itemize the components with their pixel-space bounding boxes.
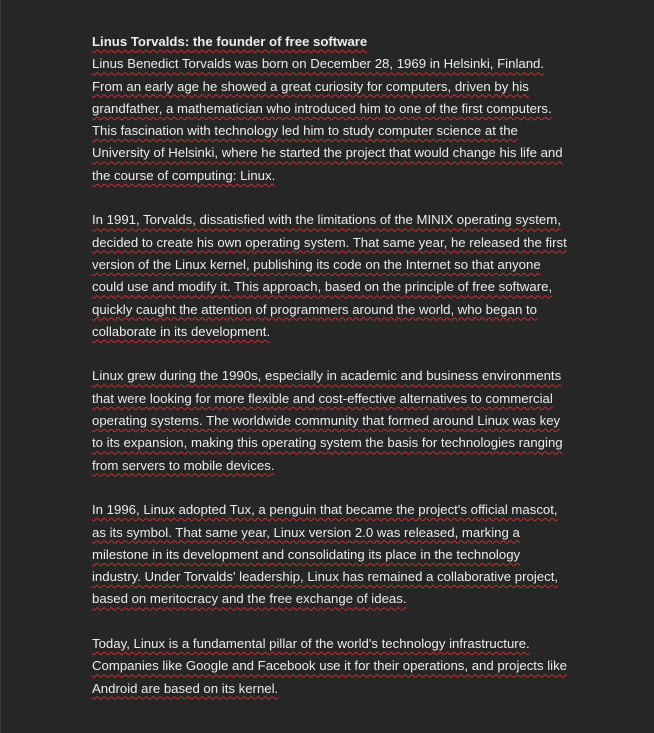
paragraph-1990s: Linux grew during the 1990s, especially in academic and business environments that were looking for more flexible and cost-effective alternatives to commercial operating systems. The worldwide community that formed around Linux was key to its expansion, making this operating system the basis for technologies ranging from servers to mobile devices. bbox=[92, 368, 563, 473]
paragraph-birth: Linus Benedict Torvalds was born on December 28, 1969 in Helsinki, Finland. From an early age he showed a great curiosity for computers, driven by his grandfather, a mathematician who introduced him to one of the first computers. This fascination with technology led him to study computer science at the University of Helsinki, where he started the project that would change his life and the course of computing: Linux. bbox=[92, 56, 563, 183]
paragraph-1996: In 1996, Linux adopted Tux, a penguin that became the project's official mascot, as its symbol. That same year, Linux version 2.0 was released, marking a milestone in its development and consolidating its place in the technology industry. Under Torvalds' leadership, Linux has remained a collaborative project, based on meritocracy and the free exchange of ideas. bbox=[92, 502, 559, 607]
paragraph-today: Today, Linux is a fundamental pillar of the world's technology infrastructure. Companies like Google and Facebook use it for their operations, and projects like Android are based on its kernel. bbox=[92, 636, 568, 696]
document-body[interactable] bbox=[92, 31, 568, 700]
document-title: Linus Torvalds: the founder of free software bbox=[92, 34, 368, 49]
paragraph-1991: In 1991, Torvalds, dissatisfied with the limitations of the MINIX operating system, decided to create his own operating system. That same year, he released the first version of the Linux kernel, publishing its code on the Internet so that anyone could use and modify it. This approach, based on the principle of free software, quickly caught the attention of programmers around the world, who began to collaborate in its development. bbox=[92, 212, 567, 339]
